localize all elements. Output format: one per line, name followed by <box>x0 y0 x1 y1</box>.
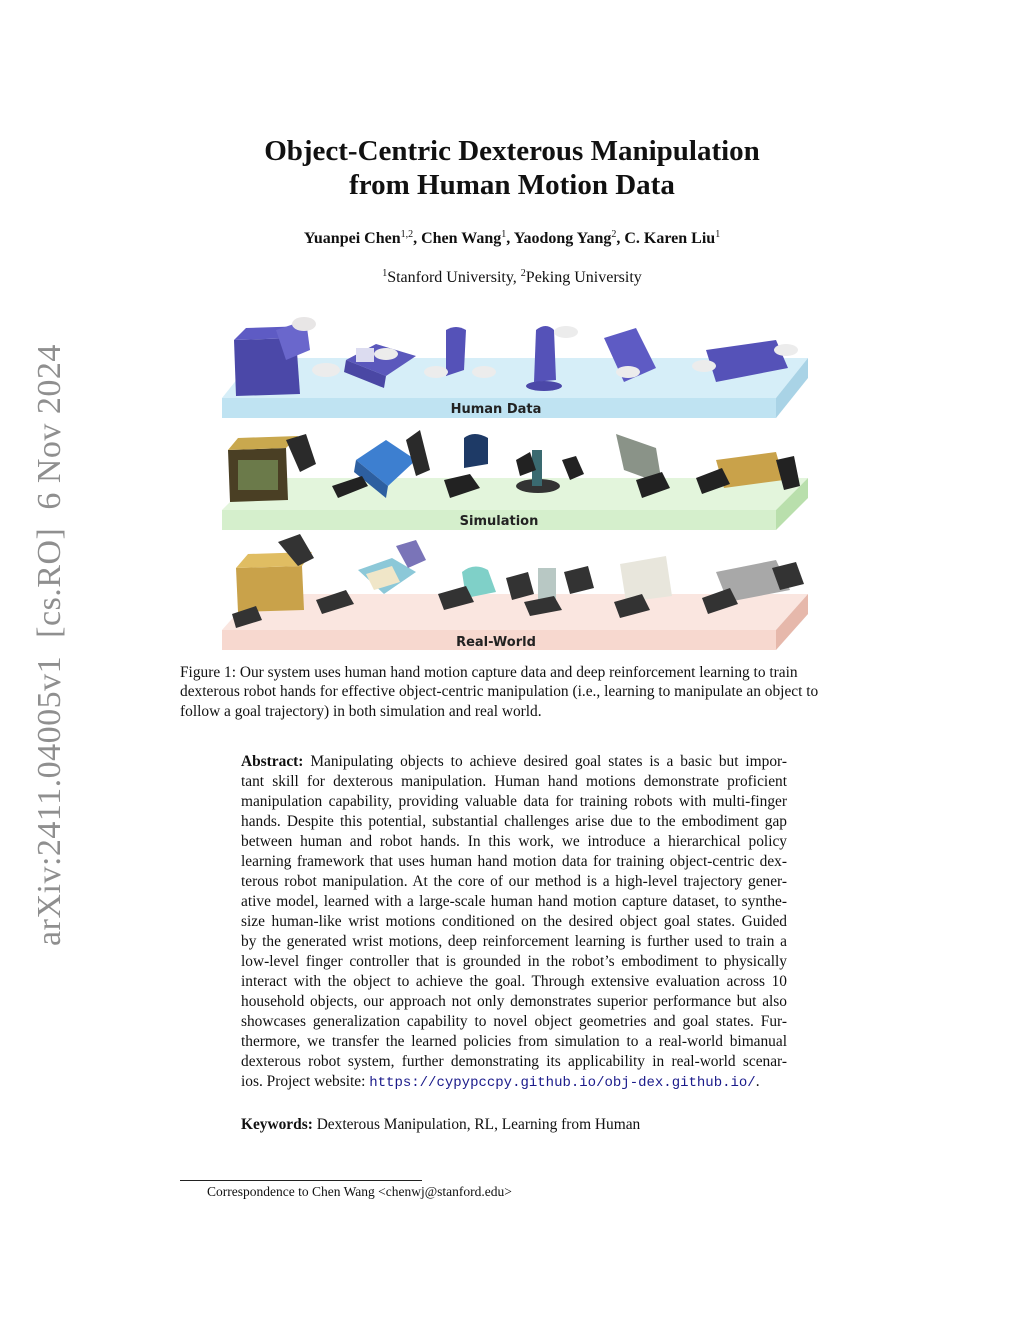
abstract-line: tant skill for dexterous manipulation. Human hand motions demonstrate proficient <box>241 773 787 790</box>
figure-caption: Figure 1: Our system uses human hand motion capture data and deep reinforcement learning to train dexterous robot hands for effective object-centric manipulation (i.e., learning to manipulate an object to follow a goal trajectory) in both simulation and real world. <box>180 664 819 720</box>
abstract-line: manipulation capability, providing valuable data for training robots with multi-finger <box>241 793 787 810</box>
author-affil-sup: 2 <box>611 229 617 240</box>
affiliation-name: Stanford University <box>387 269 513 286</box>
abstract-text: ios. Project website: <box>241 1073 370 1090</box>
abstract-line: showcases generalization capability to novel object geometries and goal states. Fur- <box>241 1013 787 1030</box>
band-label: Human Data <box>450 402 542 417</box>
author-name: Chen Wang <box>421 230 502 247</box>
affiliation-name: Peking University <box>525 269 642 286</box>
abstract-line: terous robot manipulation. At the core of our method is a high-level trajectory gener- <box>241 873 787 890</box>
figure-1-image <box>216 310 816 656</box>
abstract-line: low-level finger controller that is grounded in the robot’s embodiment to physically <box>241 953 787 970</box>
abstract-line: dexterous robot system, further demonstrating its applicability in real-world scenar- <box>241 1053 787 1070</box>
band-label: Simulation <box>459 514 539 529</box>
abstract-line: hands. Despite this potential, substantial challenges arise due to the embodiment gap <box>241 813 787 830</box>
abstract-label: Abstract: <box>241 753 304 770</box>
abstract-line <box>241 752 787 772</box>
paper-title <box>160 134 864 202</box>
project-website-link[interactable]: https://cypypccpy.github.io/obj-dex.github.io/ <box>369 1075 756 1091</box>
footnote: Correspondence to Chen Wang <chenwj@stanford.edu> <box>207 1184 512 1199</box>
abstract-line <box>241 1072 787 1092</box>
abstract-line: learning framework that uses human hand motion data for training object-centric dex- <box>241 853 787 870</box>
abstract <box>241 752 787 1092</box>
affiliations: $^1$Stanford University, $^2$Peking University <box>382 268 642 286</box>
author-name: Yuanpei Chen <box>303 230 401 247</box>
author-list: Yuanpei Chen$^{1,2}$, Chen Wang$^1$, Yaodong Yang$^2$, C. Karen Liu$^1$ <box>303 229 721 247</box>
arxiv-stamp: arXiv:2411.04005v1 [cs.RO] 6 Nov 2024 <box>31 344 68 946</box>
abstract-line: household objects, our approach not only demonstrates superior performance but also <box>241 993 787 1010</box>
abstract-line: size human-like wrist motions conditioned on the desired object goal states. Guided <box>241 913 787 930</box>
footnote-rule <box>180 1180 422 1181</box>
author-name: C. Karen Liu <box>624 230 716 247</box>
abstract-line: between human and robot hands. In this work, we introduce a hierarchical policy <box>241 833 787 850</box>
band-label: Real-World <box>456 635 536 650</box>
abstract-line: thermore, we transfer the learned policies from simulation to a real-world bimanual <box>241 1033 787 1050</box>
abstract-line: by the generated wrist motions, deep reinforcement learning is further used to train a <box>241 933 787 950</box>
affil-sup: 1 <box>382 268 388 279</box>
keywords <box>241 1116 640 1134</box>
affil-sup: 2 <box>520 268 526 279</box>
keywords-text: Dexterous Manipulation, RL, Learning from Human <box>316 1116 641 1133</box>
title-line-2: from Human Motion Data <box>349 169 675 201</box>
abstract-text: . <box>755 1073 760 1090</box>
abstract-line: interact with the object to achieve the goal. Through extensive evaluation across 10 <box>241 973 787 990</box>
title-line-1: Object-Centric Dexterous Manipulation <box>264 135 760 167</box>
abstract-text: Manipulating objects to achieve desired goal states is a basic but impor- <box>310 753 787 770</box>
keywords-label: Keywords: <box>241 1116 313 1133</box>
author-affil-sup: 1,2 <box>400 229 414 240</box>
author-affil-sup: 1 <box>501 229 507 240</box>
author-affil-sup: 1 <box>715 229 721 240</box>
abstract-line: ative model, learned with a large-scale human hand motion capture dataset, to synthe- <box>241 893 787 910</box>
author-name: Yaodong Yang <box>513 230 612 247</box>
